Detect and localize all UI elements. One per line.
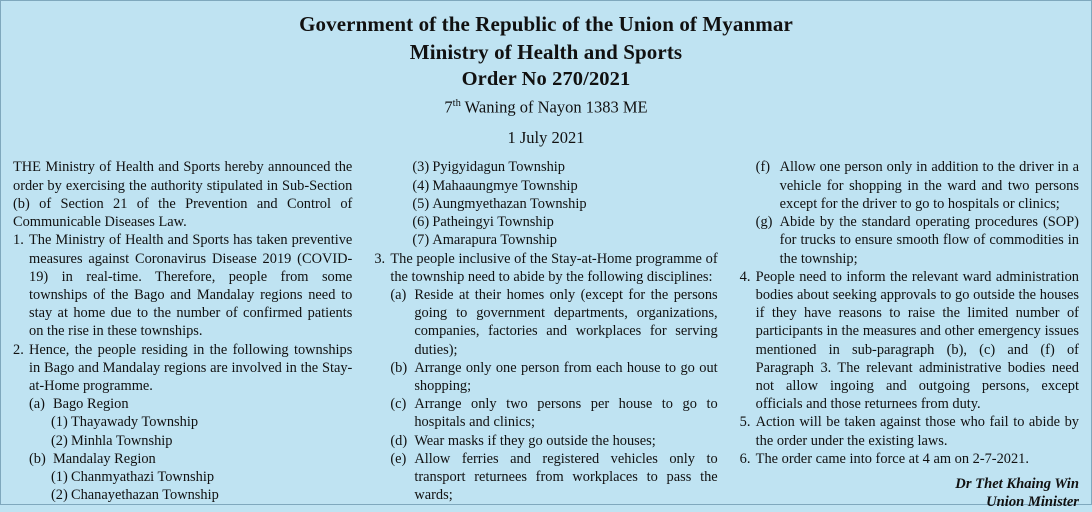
left-column xyxy=(13,158,352,511)
discipline-d xyxy=(390,432,717,450)
discipline-e xyxy=(390,450,717,505)
paragraph-3 xyxy=(374,250,717,286)
township-name: Aungmyethazan Township xyxy=(432,195,587,212)
discipline-c-marker: (c) xyxy=(390,396,407,413)
signature-block xyxy=(740,475,1079,511)
township-marker: (2) xyxy=(51,432,68,449)
township-item xyxy=(412,158,717,176)
township-item xyxy=(51,468,352,486)
sub-item-b-marker: (b) xyxy=(29,450,46,467)
discipline-e-text: Allow ferries and registered vehicles only to transport returnees from workplaces to pass the wards; xyxy=(414,450,718,504)
paragraph-1-text: The Ministry of Health and Sports has taken preventive measures against Coronavirus Disease 2019 (COVID-19) in real-time. Therefore, people from some townships of the Bago and Mandalay regions need to stay at home due to the number of confirmed patients on the rise in these townships. xyxy=(29,232,353,340)
township-marker: (1) xyxy=(51,469,68,486)
township-name: Chanmyathazi Township xyxy=(71,469,215,486)
paragraph-3-marker: 3. xyxy=(374,250,386,267)
ministry-title: Ministry of Health and Sports xyxy=(409,39,683,64)
intro-paragraph: THE Ministry of Health and Sports hereby announced the order by exercising the authority stipulated in Sub-Section (b) of Section 21 of the Prevention and Control of Communicable Diseases Law. xyxy=(13,159,353,231)
discipline-d-text: Wear masks if they go outside the houses; xyxy=(414,432,656,449)
discipline-b-marker: (b) xyxy=(390,359,408,376)
order-number: Order No 270/2021 xyxy=(461,68,631,91)
township-item xyxy=(51,486,352,504)
township-item xyxy=(412,231,717,249)
discipline-f xyxy=(756,158,1079,213)
sub-item-b-text: Mandalay Region xyxy=(53,450,156,467)
middle-column xyxy=(374,158,717,511)
township-marker: (1) xyxy=(51,414,68,431)
township-name: Minhla Township xyxy=(71,432,173,449)
paragraph-5-text: Action will be taken against those who fail to abide by the order under the existing laws. xyxy=(755,414,1079,449)
discipline-b xyxy=(390,359,717,395)
paragraph-2-marker: 2. xyxy=(13,341,24,358)
township-marker: (3) xyxy=(412,159,430,176)
document-header xyxy=(13,11,1079,147)
paragraph-4 xyxy=(740,268,1079,414)
discipline-c xyxy=(390,395,717,431)
township-marker: (7) xyxy=(412,232,430,249)
sub-item-a xyxy=(29,395,352,413)
discipline-f-marker: (f) xyxy=(755,159,771,176)
right-column xyxy=(740,158,1079,511)
township-name: Chanayethazan Township xyxy=(71,487,219,504)
discipline-a-marker: (a) xyxy=(390,286,407,303)
township-item xyxy=(412,213,717,231)
paragraph-5-marker: 5. xyxy=(739,414,751,431)
township-name: Mahaaungmye Township xyxy=(432,177,578,194)
paragraph-3-text: The people inclusive of the Stay-at-Home programme of the township need to abide by the following disciplines: xyxy=(390,250,718,285)
discipline-e-marker: (e) xyxy=(390,450,407,467)
township-name: Thayawady Township xyxy=(71,414,199,431)
paragraph-4-text: People need to inform the relevant ward administration bodies about seeking approvals to go outside the houses if they have reasons to raise the limited number of participants in the measures and other emergency issues mentioned in sub-paragraph (b), (c) and (f) of Paragraph 3. The relevant administrative bodies need not allow ingoing and outgoing persons, except officials and those returnees from duty. xyxy=(755,268,1079,413)
township-name: Patheingyi Township xyxy=(432,214,554,231)
paragraph-6-marker: 6. xyxy=(739,450,751,467)
township-item xyxy=(51,413,352,431)
discipline-f-text: Allow one person only in addition to the driver in a vehicle for shopping in the ward and two persons except for the driver to go to hospitals or clinics; xyxy=(779,159,1079,212)
township-item xyxy=(51,432,352,450)
township-marker: (2) xyxy=(51,487,68,504)
myanmar-date-ordinal: th xyxy=(452,98,461,110)
township-marker: (4) xyxy=(412,177,430,194)
township-name: Amarapura Township xyxy=(432,232,557,249)
myanmar-date xyxy=(13,97,1079,118)
paragraph-1 xyxy=(13,231,352,340)
sub-item-b xyxy=(29,450,352,468)
paragraph-6 xyxy=(740,450,1079,468)
government-title: Government of the Republic of the Union of Myanmar xyxy=(299,12,793,36)
discipline-a-text: Reside at their homes only (except for the persons going to government departments, organizations, companies, factories and workplaces for serving duties); xyxy=(414,286,718,358)
township-marker: (6) xyxy=(412,214,430,231)
signature-title: Union Minister xyxy=(986,494,1079,511)
discipline-b-text: Arrange only one person from each house to go out shopping; xyxy=(414,359,718,395)
discipline-a xyxy=(390,286,717,359)
paragraph-4-marker: 4. xyxy=(739,268,751,285)
myanmar-date-day: 7 xyxy=(444,97,453,117)
myanmar-date-rest: Waning of Nayon 1383 ME xyxy=(460,97,648,117)
township-item xyxy=(412,195,717,213)
paragraph-2-text: Hence, the people residing in the following townships in Bago and Mandalay regions are involved in the Stay-at-Home programme. xyxy=(29,341,353,395)
paragraph-6-text: The order came into force at 4 am on 2-7-2021. xyxy=(755,450,1029,467)
township-marker: (5) xyxy=(412,195,430,212)
body-columns xyxy=(13,158,1079,511)
discipline-c-text: Arrange only two persons per house to go to hospitals and clinics; xyxy=(414,396,718,431)
signature-name: Dr Thet Khaing Win xyxy=(955,476,1079,493)
discipline-g-text: Abide by the standard operating procedures (SOP) for trucks to ensure smooth flow of commodities in the township; xyxy=(779,214,1079,267)
township-name: Pyigyidagun Township xyxy=(432,159,565,176)
paragraph-5 xyxy=(740,413,1079,449)
sub-item-a-marker: (a) xyxy=(29,396,45,413)
paragraph-2 xyxy=(13,341,352,396)
gregorian-date: 1 July 2021 xyxy=(507,127,585,147)
sub-item-a-text: Bago Region xyxy=(53,396,129,413)
paragraph-1-marker: 1. xyxy=(13,232,24,249)
discipline-g xyxy=(756,213,1079,268)
township-item xyxy=(412,177,717,195)
discipline-d-marker: (d) xyxy=(390,432,408,449)
discipline-g-marker: (g) xyxy=(755,214,773,231)
